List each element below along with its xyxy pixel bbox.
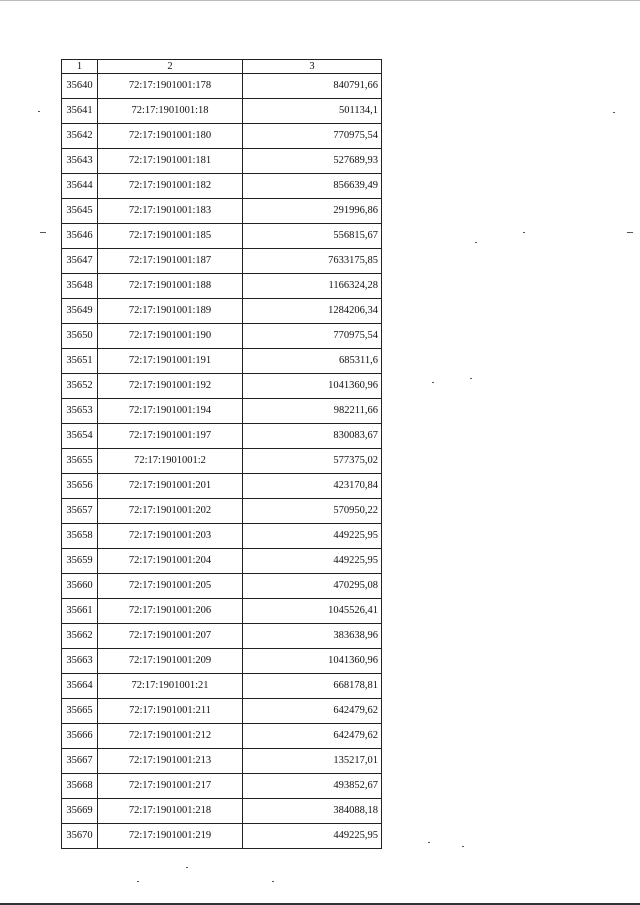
- cadastral-number-cell: 72:17:1901001:202: [98, 499, 243, 524]
- scan-speck: [470, 378, 472, 379]
- table-row: [62, 299, 382, 324]
- row-number-cell: 35650: [62, 324, 98, 349]
- cadastral-value-cell: 642479,62: [243, 724, 382, 749]
- table-header: [62, 60, 382, 74]
- scan-speck: [272, 881, 274, 882]
- table-row: [62, 699, 382, 724]
- cadastral-number-cell: 72:17:1901001:2: [98, 449, 243, 474]
- cadastral-number-cell: 72:17:1901001:213: [98, 749, 243, 774]
- cadastral-number-cell: 72:17:1901001:192: [98, 374, 243, 399]
- cadastral-number-cell: 72:17:1901001:219: [98, 824, 243, 849]
- cadastral-value-cell: 840791,66: [243, 74, 382, 99]
- cadastral-number-cell: 72:17:1901001:212: [98, 724, 243, 749]
- row-number-cell: 35658: [62, 524, 98, 549]
- row-number-cell: 35662: [62, 624, 98, 649]
- table-row: [62, 324, 382, 349]
- cadastral-value-cell: 527689,93: [243, 149, 382, 174]
- cadastral-value-cell: 1045526,41: [243, 599, 382, 624]
- scan-speck: [432, 382, 434, 383]
- cadastral-number-cell: 72:17:1901001:183: [98, 199, 243, 224]
- cadastral-value-cell: 577375,02: [243, 449, 382, 474]
- row-number-cell: 35640: [62, 74, 98, 99]
- cadastral-number-cell: 72:17:1901001:218: [98, 799, 243, 824]
- table-row: [62, 424, 382, 449]
- table-row: [62, 224, 382, 249]
- row-number-cell: 35663: [62, 649, 98, 674]
- row-number-cell: 35666: [62, 724, 98, 749]
- table-row: [62, 149, 382, 174]
- cadastral-number-cell: 72:17:1901001:204: [98, 549, 243, 574]
- cadastral-value-cell: 770975,54: [243, 124, 382, 149]
- row-number-cell: 35657: [62, 499, 98, 524]
- cadastral-number-cell: 72:17:1901001:189: [98, 299, 243, 324]
- cadastral-value-cell: 384088,18: [243, 799, 382, 824]
- row-number-cell: 35648: [62, 274, 98, 299]
- row-number-cell: 35641: [62, 99, 98, 124]
- cadastral-number-cell: 72:17:1901001:209: [98, 649, 243, 674]
- cadastral-value-cell: 1166324,28: [243, 274, 382, 299]
- cadastral-value-cell: 449225,95: [243, 524, 382, 549]
- row-number-cell: 35647: [62, 249, 98, 274]
- row-number-cell: 35644: [62, 174, 98, 199]
- scan-speck: [137, 881, 139, 882]
- cadastral-number-cell: 72:17:1901001:187: [98, 249, 243, 274]
- scan-speck: [38, 111, 40, 112]
- cadastral-value-cell: 423170,84: [243, 474, 382, 499]
- table-row: [62, 499, 382, 524]
- table-row: [62, 724, 382, 749]
- row-number-cell: 35655: [62, 449, 98, 474]
- cadastral-number-cell: 72:17:1901001:203: [98, 524, 243, 549]
- cadastral-value-cell: 1284206,34: [243, 299, 382, 324]
- cadastral-number-cell: 72:17:1901001:207: [98, 624, 243, 649]
- table-row: [62, 174, 382, 199]
- cadastral-number-cell: 72:17:1901001:197: [98, 424, 243, 449]
- row-number-cell: 35653: [62, 399, 98, 424]
- row-number-cell: 35664: [62, 674, 98, 699]
- cadastral-value-cell: 7633175,85: [243, 249, 382, 274]
- table-row: [62, 649, 382, 674]
- table-row: [62, 599, 382, 624]
- table-row: [62, 124, 382, 149]
- cadastral-number-cell: 72:17:1901001:194: [98, 399, 243, 424]
- row-number-cell: 35654: [62, 424, 98, 449]
- cadastral-value-cell: 501134,1: [243, 99, 382, 124]
- table-row: [62, 199, 382, 224]
- cadastral-value-cell: 291996,86: [243, 199, 382, 224]
- row-number-cell: 35643: [62, 149, 98, 174]
- cadastral-number-cell: 72:17:1901001:190: [98, 324, 243, 349]
- cadastral-value-cell: 383638,96: [243, 624, 382, 649]
- cadastral-value-cell: 982211,66: [243, 399, 382, 424]
- table-row: [62, 274, 382, 299]
- table-row: [62, 574, 382, 599]
- row-number-cell: 35659: [62, 549, 98, 574]
- row-number-cell: 35661: [62, 599, 98, 624]
- cadastral-value-cell: 449225,95: [243, 549, 382, 574]
- column-header-3: 3: [243, 60, 382, 74]
- cadastral-value-cell: 470295,08: [243, 574, 382, 599]
- scan-speck: [40, 232, 46, 233]
- scan-speck: [186, 867, 188, 868]
- cadastral-number-cell: 72:17:1901001:217: [98, 774, 243, 799]
- cadastral-value-cell: 556815,67: [243, 224, 382, 249]
- cadastral-value-cell: 449225,95: [243, 824, 382, 849]
- table-row: [62, 624, 382, 649]
- cadastral-value-cell: 493852,67: [243, 774, 382, 799]
- table-row: [62, 799, 382, 824]
- cadastral-value-cell: 856639,49: [243, 174, 382, 199]
- table-row: [62, 549, 382, 574]
- table-row: [62, 99, 382, 124]
- row-number-cell: 35645: [62, 199, 98, 224]
- cadastral-value-cell: 685311,6: [243, 349, 382, 374]
- cadastral-number-cell: 72:17:1901001:205: [98, 574, 243, 599]
- table-row: [62, 474, 382, 499]
- table-row: [62, 449, 382, 474]
- cadastral-value-cell: 570950,22: [243, 499, 382, 524]
- table-row: [62, 824, 382, 849]
- header-row: [62, 60, 382, 74]
- cadastral-value-table: [61, 59, 382, 849]
- row-number-cell: 35646: [62, 224, 98, 249]
- row-number-cell: 35651: [62, 349, 98, 374]
- cadastral-value-cell: 770975,54: [243, 324, 382, 349]
- cadastral-number-cell: 72:17:1901001:206: [98, 599, 243, 624]
- table-row: [62, 399, 382, 424]
- cadastral-number-cell: 72:17:1901001:185: [98, 224, 243, 249]
- cadastral-value-cell: 668178,81: [243, 674, 382, 699]
- cadastral-number-cell: 72:17:1901001:21: [98, 674, 243, 699]
- table-row: [62, 349, 382, 374]
- cadastral-value-cell: 1041360,96: [243, 649, 382, 674]
- cadastral-number-cell: 72:17:1901001:178: [98, 74, 243, 99]
- row-number-cell: 35669: [62, 799, 98, 824]
- cadastral-number-cell: 72:17:1901001:181: [98, 149, 243, 174]
- scan-speck: [627, 232, 633, 233]
- cadastral-value-cell: 135217,01: [243, 749, 382, 774]
- row-number-cell: 35652: [62, 374, 98, 399]
- cadastral-value-cell: 642479,62: [243, 699, 382, 724]
- scan-speck: [428, 842, 430, 843]
- cadastral-number-cell: 72:17:1901001:211: [98, 699, 243, 724]
- row-number-cell: 35668: [62, 774, 98, 799]
- table-body: [62, 74, 382, 849]
- scan-speck: [462, 846, 464, 847]
- cadastral-number-cell: 72:17:1901001:191: [98, 349, 243, 374]
- row-number-cell: 35656: [62, 474, 98, 499]
- column-header-2: 2: [98, 60, 243, 74]
- row-number-cell: 35660: [62, 574, 98, 599]
- row-number-cell: 35642: [62, 124, 98, 149]
- cadastral-number-cell: 72:17:1901001:180: [98, 124, 243, 149]
- table-row: [62, 524, 382, 549]
- table-row: [62, 674, 382, 699]
- scan-speck: [475, 242, 477, 243]
- column-header-1: 1: [62, 60, 98, 74]
- scan-speck: [523, 232, 525, 233]
- cadastral-value-cell: 1041360,96: [243, 374, 382, 399]
- scan-top-edge: [0, 0, 640, 1]
- row-number-cell: 35665: [62, 699, 98, 724]
- scan-speck: [613, 112, 615, 113]
- cadastral-value-cell: 830083,67: [243, 424, 382, 449]
- cadastral-number-cell: 72:17:1901001:201: [98, 474, 243, 499]
- cadastral-number-cell: 72:17:1901001:182: [98, 174, 243, 199]
- row-number-cell: 35667: [62, 749, 98, 774]
- cadastral-number-cell: 72:17:1901001:18: [98, 99, 243, 124]
- table-row: [62, 374, 382, 399]
- table-row: [62, 749, 382, 774]
- table-row: [62, 249, 382, 274]
- cadastral-number-cell: 72:17:1901001:188: [98, 274, 243, 299]
- table-row: [62, 74, 382, 99]
- row-number-cell: 35670: [62, 824, 98, 849]
- row-number-cell: 35649: [62, 299, 98, 324]
- table-row: [62, 774, 382, 799]
